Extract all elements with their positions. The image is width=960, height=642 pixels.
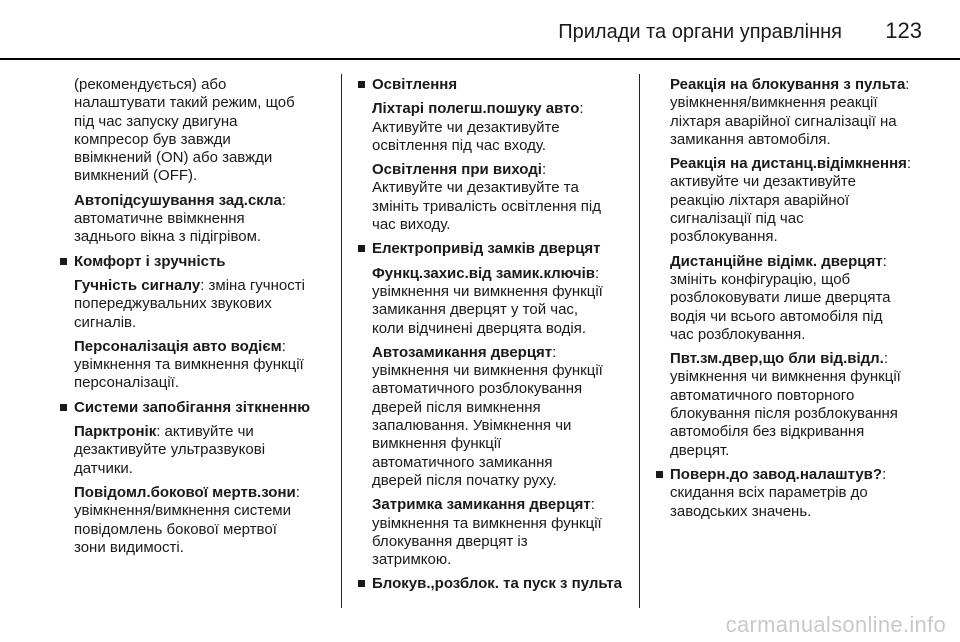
section-term: Поверн.до завод.налаштув? bbox=[670, 465, 883, 483]
setting-description: : змініть конфігурацію, щоб розблоковувати лише дверцята водія чи всього автомобіля під час розблокування. bbox=[670, 252, 891, 343]
setting-paragraph bbox=[372, 496, 628, 569]
setting-term: Реакція на дистанц.відімкнення bbox=[670, 155, 907, 173]
setting-term: Освітлення при виході bbox=[372, 161, 542, 179]
section-heading bbox=[656, 466, 934, 521]
setting-term: Повідомл.бокової мертв.зони bbox=[74, 483, 296, 501]
setting-paragraph bbox=[670, 76, 934, 149]
setting-description: : зміна гучності попереджувальних звукових сигналів. bbox=[74, 276, 305, 331]
setting-term: Гучність сигналу bbox=[74, 276, 201, 294]
setting-paragraph bbox=[372, 265, 628, 338]
setting-paragraph bbox=[372, 161, 628, 234]
column-divider-2 bbox=[639, 74, 640, 608]
section-heading bbox=[358, 575, 628, 593]
page-header bbox=[0, 0, 960, 62]
setting-paragraph bbox=[74, 423, 330, 478]
setting-paragraph bbox=[74, 277, 330, 332]
header-divider bbox=[0, 58, 960, 60]
setting-description: : Активуйте чи дезактивуйте та змініть тривалість освітлення під час виходу. bbox=[372, 161, 602, 234]
bullet-square-icon bbox=[656, 471, 663, 478]
setting-paragraph bbox=[74, 338, 330, 393]
setting-description: : активуйте чи дезактивуйте реакцію ліхтаря аварійної сигналізації під час розблокування. bbox=[670, 155, 912, 246]
text-column-1 bbox=[60, 76, 330, 563]
setting-description: : увімкнення/вимкнення системи повідомлень бокової мертвої зони видимості. bbox=[74, 483, 300, 556]
page-number: 123 bbox=[885, 18, 922, 43]
section-heading bbox=[358, 76, 628, 94]
section-heading bbox=[60, 253, 330, 271]
setting-term: Функц.захис.від замик.ключів bbox=[372, 264, 596, 282]
bullet-square-icon bbox=[358, 245, 365, 252]
bullet-square-icon bbox=[358, 580, 365, 587]
setting-paragraph bbox=[670, 350, 934, 460]
setting-description: : Активуйте чи дезактивуйте освітлення під час входу. bbox=[372, 100, 584, 154]
setting-paragraph bbox=[372, 344, 628, 490]
setting-term: Ліхтарі полегш.пошуку авто bbox=[372, 100, 580, 118]
setting-description: : увімкнення чи вимкнення функції автоматичного розблокування дверей після вимкнення запалювання. Увімкнення чи вимкнення функції автоматичного замикання дверей після початку руху. bbox=[372, 343, 603, 489]
setting-term: Дистанційне відімк. дверцят bbox=[670, 252, 883, 270]
setting-description: : увімкнення чи вимкнення функції автоматичного повторного блокування після розблокування автомобіля без відкривання дверцят. bbox=[670, 350, 901, 459]
setting-paragraph bbox=[74, 484, 330, 557]
setting-paragraph bbox=[74, 76, 330, 186]
bullet-square-icon bbox=[60, 404, 67, 411]
setting-description: : увімкнення та вимкнення функції персоналізації. bbox=[74, 337, 304, 392]
bullet-square-icon bbox=[60, 258, 67, 265]
setting-term: Автопідсушування зад.скла bbox=[74, 191, 282, 209]
setting-term: Парктронік bbox=[74, 423, 157, 441]
setting-term: Реакція на блокування з пульта bbox=[670, 76, 906, 93]
setting-paragraph bbox=[670, 253, 934, 344]
section-title: Електропривід замків дверцят bbox=[372, 240, 601, 258]
setting-term: Затримка замикання дверцят bbox=[372, 496, 591, 514]
text-column-3 bbox=[656, 76, 934, 527]
setting-description: : увімкнення чи вимкнення функції замикання дверцят у той час, коли відчинені дверцята водія. bbox=[372, 264, 603, 337]
setting-paragraph bbox=[74, 192, 330, 247]
section-heading bbox=[60, 399, 330, 417]
header-title: Прилади та органи управління bbox=[558, 21, 842, 43]
setting-description: : активуйте чи дезактивуйте ультразвукові датчики. bbox=[74, 423, 266, 477]
setting-description: : автоматичне ввімкнення заднього вікна з підігрівом. bbox=[74, 191, 287, 246]
setting-paragraph bbox=[372, 100, 628, 155]
column-divider-1 bbox=[341, 74, 342, 608]
setting-description: : увімкнення/вимкнення реакції ліхтаря аварійної сигналізації на замикання автомобіля. bbox=[670, 76, 910, 148]
section-description: : скидання всіх параметрів до заводських значень. bbox=[670, 465, 887, 520]
setting-description: : увімкнення та вимкнення функції блокування дверцят із затримкою. bbox=[372, 496, 602, 569]
section-title: Освітлення bbox=[372, 76, 458, 93]
section-heading bbox=[358, 240, 628, 258]
setting-paragraph bbox=[670, 155, 934, 246]
section-title: Системи запобігання зіткненню bbox=[74, 398, 311, 416]
section-title: Блокув.,розблок. та пуск з пульта bbox=[372, 575, 622, 593]
section-title: Комфорт і зручність bbox=[74, 252, 226, 270]
setting-term: Автозамикання дверцят bbox=[372, 343, 553, 361]
setting-term: Пвт.зм.двер,що бли від.відл. bbox=[670, 350, 884, 368]
setting-term: Персоналізація авто водієм bbox=[74, 337, 282, 355]
bullet-square-icon bbox=[358, 81, 365, 88]
watermark: carmanualsonline.info bbox=[725, 612, 946, 637]
text-column-2 bbox=[358, 76, 628, 600]
setting-description: (рекомендується) або налаштувати такий режим, щоб під час запуску двигуна компресор був завжди ввімкнений (ON) або завжди вимкнений (OFF). bbox=[74, 76, 295, 185]
